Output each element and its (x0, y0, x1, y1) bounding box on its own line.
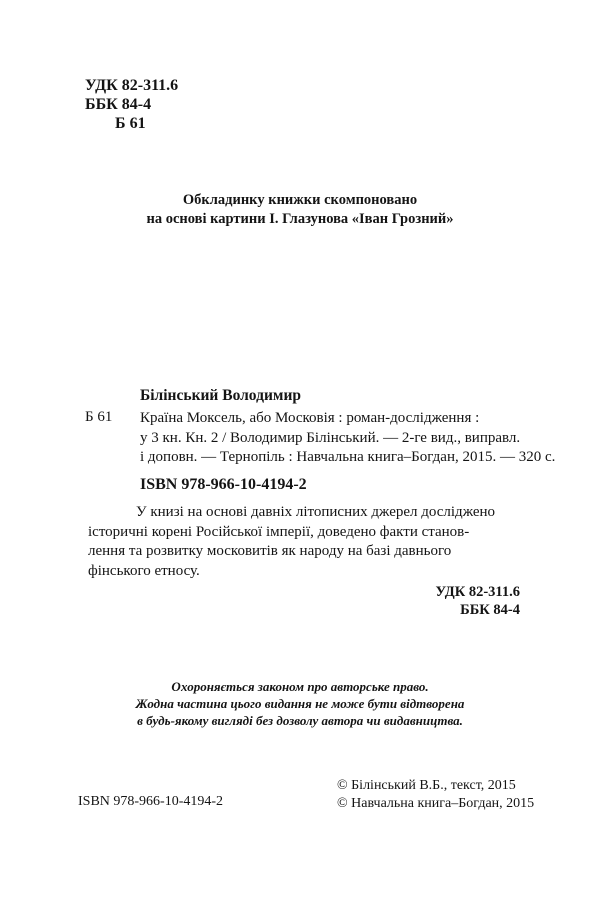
annotation-paragraph (88, 503, 524, 581)
entry-author-sign: Б 61 (85, 409, 113, 425)
classification-codes-right (436, 583, 520, 619)
isbn-main: ISBN 978-966-10-4194-2 (140, 476, 307, 493)
annotation-line-4: фінського етносу. (88, 562, 200, 579)
legal-line-3: в будь-якому вигляді без дозволу автора чи видавництва. (137, 713, 463, 728)
bbk-code-top: ББК 84-4 (85, 96, 152, 113)
cover-note-line-1: Обкладинку книжки скомпоновано (182, 192, 418, 208)
isbn-footer: ISBN 978-966-10-4194-2 (78, 794, 224, 809)
copyright-protection-notice (0, 678, 600, 729)
cover-note (0, 191, 600, 229)
author-heading: Білінський Володимир (140, 387, 301, 404)
annotation-line-1: У книзі на основі давніх літописних джерел досліджено (136, 504, 496, 520)
cover-note-line-2: на основі картини І. Глазунова «Іван Грозний» (146, 211, 454, 227)
copyright-line-1: © Білінський В.Б., текст, 2015 (337, 778, 516, 793)
author-sign-code-top: Б 61 (115, 115, 146, 132)
entry-line-1: Країна Моксель, або Московія : роман-дослідження : (140, 410, 480, 426)
udk-code-right: УДК 82-311.6 (435, 584, 520, 600)
entry-line-2: у 3 кн. Кн. 2 / Володимир Білінський. — 2-ге вид., виправл. (140, 429, 521, 446)
bibliographic-entry (140, 409, 556, 468)
annotation-line-2: історичні корені Російської імперії, доведено факти станов- (88, 523, 470, 540)
classification-codes-top (85, 76, 178, 133)
legal-line-2: Жодна частина цього видання не може бути відтворена (135, 696, 465, 711)
copyright-line-2: © Навчальна книга–Богдан, 2015 (337, 795, 535, 811)
copyright-credits (337, 777, 534, 812)
legal-line-1: Охороняється законом про авторське право. (171, 679, 429, 694)
bbk-code-right: ББК 84-4 (460, 602, 520, 618)
entry-line-3: і доповн. — Тернопіль : Навчальна книга–Богдан, 2015. — 320 с. (140, 449, 556, 465)
annotation-line-3: лення та розвитку московитів як народу на базі давнього (88, 543, 452, 559)
udk-code-top: УДК 82-311.6 (85, 77, 179, 94)
